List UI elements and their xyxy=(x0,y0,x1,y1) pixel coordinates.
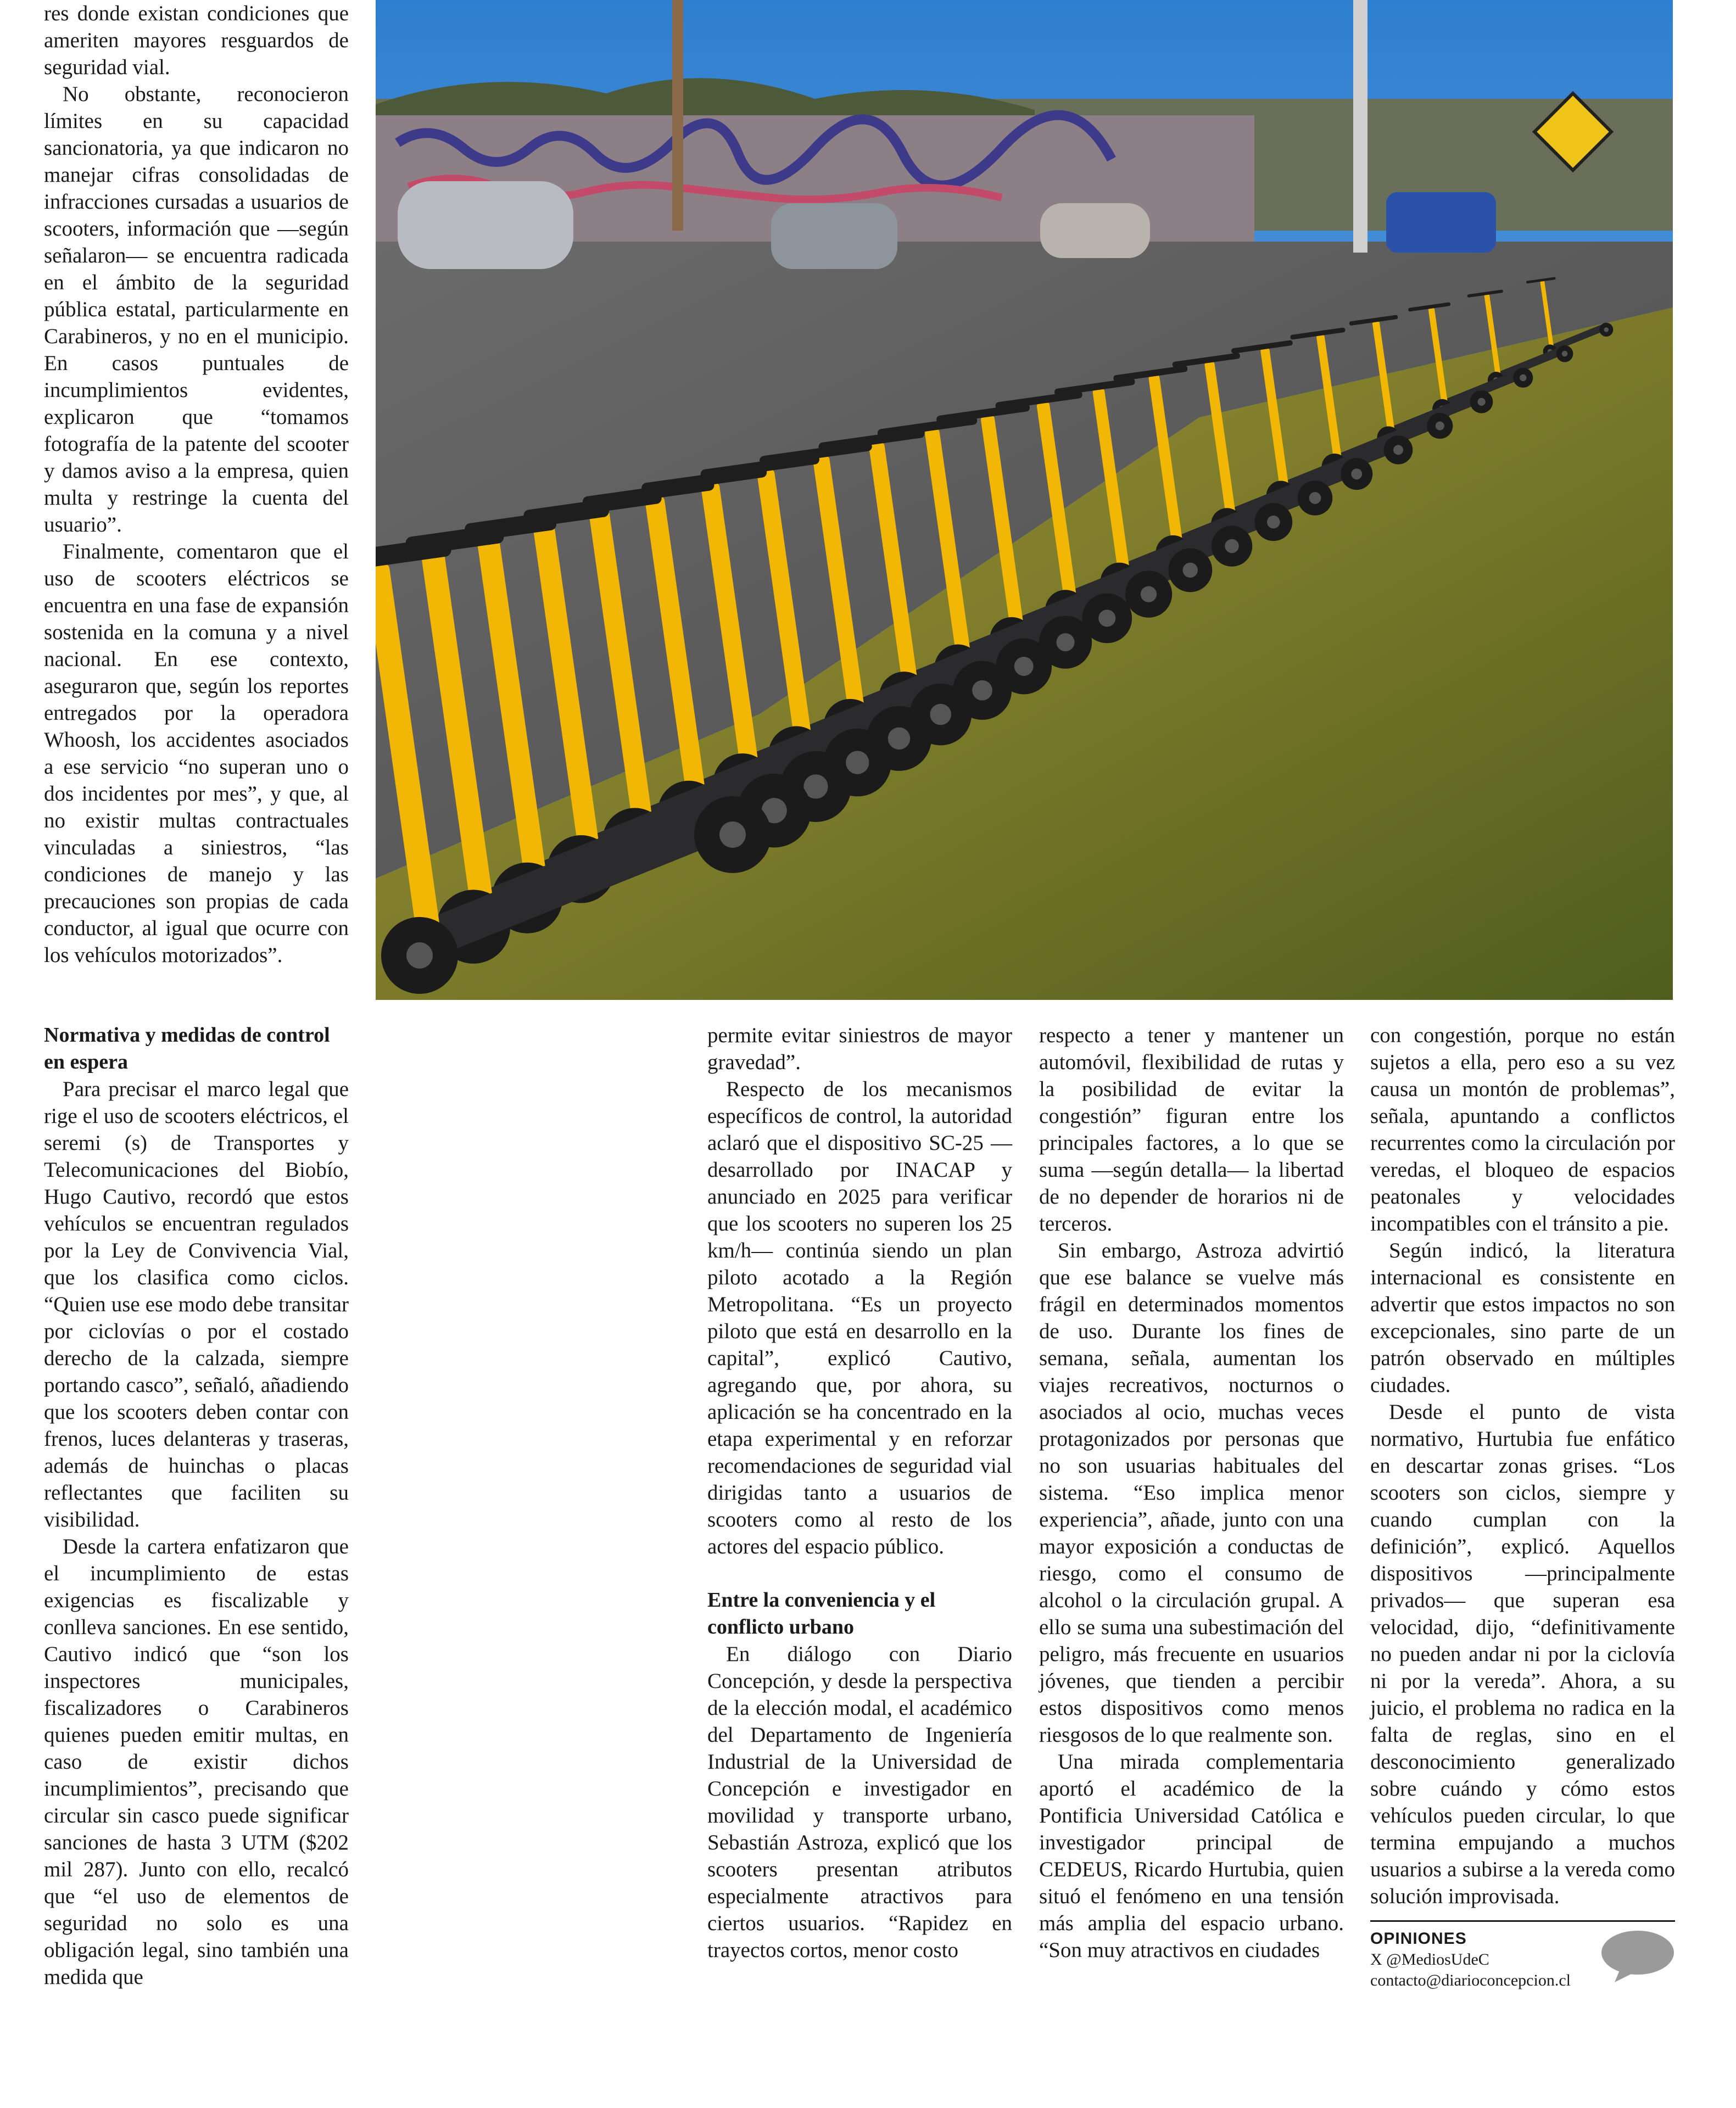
paragraph: Desde la cartera enfatizaron que el incumplimiento de estas exigencias es fiscalizable y conlleva sanciones. En ese sentido, Cautivo indicó que “son los inspectores municipales, fiscalizadores o Carabineros quienes pueden emitir multas, en caso de existir dichos incumplimientos”, precisando que circular sin casco puede significar sanciones de hasta 3 UTM ($202 mil 287). Junto con ello, recalcó que “el uso de elementos de seguridad no solo es una obligación legal, sino también una medida que xyxy=(44,1535,349,1989)
subheading-conveniencia: Entre la conveniencia y el conflicto urbano xyxy=(707,1589,936,1639)
article-column-1-top xyxy=(44,0,349,969)
opiniones-box xyxy=(1370,1920,1675,1991)
paragraph: No obstante, reconocieron límites en su capacidad sancionatoria, ya que indicaron no manejar cifras consolidadas de infracciones cursadas a usuarios de scooters, información que —según señalaron— se encuentra radicada en el ámbito de la seguridad pública estatal, particularmente en Carabineros, y no en el municipio. En casos puntuales de incumplimientos evidentes, explicaron que “tomamos fotografía de la patente del scooter y damos aviso a la empresa, quien multa y restringe la cuenta del usuario”. xyxy=(44,82,349,536)
scooters-photo xyxy=(376,0,1673,1000)
paragraph: Una mirada complementaria aportó el académico de la Pontificia Universidad Católica e investigador principal de CEDEUS, Ricardo Hurtubia, quien situó el fenómeno en una tensión más amplia del espacio urbano. “Son muy atractivos en ciudades xyxy=(1039,1750,1344,1962)
article-column-4 xyxy=(1370,1022,1675,1910)
article-column-3 xyxy=(1039,1022,1344,1964)
paragraph: respecto a tener y mantener un automóvil, flexibilidad de rutas y la posibilidad de evitar la congestión” figuran entre los principales factores, a lo que se suma —según detalla— la libertad de no depender de horarios ni de terceros. xyxy=(1039,1024,1344,1235)
subheading-normativa: Normativa y medidas de control en espera xyxy=(44,1024,330,1073)
paragraph: res donde existan condiciones que ameriten mayores resguardos de seguridad vial. xyxy=(44,2,349,79)
paragraph: Finalmente, comentaron que el uso de scooters eléctricos se encuentra en una fase de expansión sostenida en la comuna y a nivel nacional. En ese contexto, aseguraron que, según los reportes entregados por la operadora Whoosh, los accidentes asociados a ese servicio “no superan uno o dos incidentes por mes”, y que, al no existir multas contractuales vinculadas a siniestros, “las condiciones de manejo y las precauciones son propias de cada conductor, al igual que ocurre con los vehículos motorizados”. xyxy=(44,540,349,967)
speech-bubble-icon xyxy=(1598,1928,1675,1983)
article-column-1-bottom xyxy=(44,1022,349,1990)
paragraph: Según indicó, la literatura internacional es consistente en advertir que estos impactos no son excepcionales, sino parte de un patrón observado en múltiples ciudades. xyxy=(1370,1239,1675,1397)
paragraph: Desde el punto de vista normativo, Hurtubia fue enfático en descartar zonas grises. “Los scooters son ciclos, siempre y cuando cumplan con la definición”, explicó. Aquellos dispositivos —principalmente privados— que superan esa velocidad, dijo, “definitivamente no pueden andar ni por la ciclovía ni por la vereda”. Ahora, a su juicio, el problema no radica en la falta de reglas, sino en el desconocimiento generalizado sobre cuándo y cómo estos vehículos pueden circular, lo que termina empujando a muchos usuarios a subirse a la vereda como solución improvisada. xyxy=(1370,1400,1675,1908)
paragraph: con congestión, porque no están sujetos a ella, pero eso a su vez causa un montón de problemas”, señala, apuntando a conflictos recurrentes como la circulación por veredas, el bloqueo de espacios peatonales y velocidades incompatibles con el tránsito a pie. xyxy=(1370,1024,1675,1235)
opiniones-label: OPINIONES xyxy=(1370,1930,1467,1948)
paragraph: Sin embargo, Astroza advirtió que ese balance se vuelve más frágil en determinados momentos de uso. Durante los fines de semana, señala, aumentan los viajes recreativos, nocturnos o asociados al ocio, muchas veces protagonizados por personas que no son usuarias habituales del sistema. “Eso implica menor experiencia”, añade, junto con una mayor exposición a conductas de riesgo, como el consumo de alcohol o la circulación grupal. A ello se suma una subestimación del peligro, más frecuente en usuarios jóvenes, que tienden a percibir estos dispositivos como menos riesgosos de lo que realmente son. xyxy=(1039,1239,1344,1747)
paragraph: permite evitar siniestros de mayor gravedad”. xyxy=(707,1024,1012,1074)
article-column-2 xyxy=(707,1022,1012,1964)
contact-email[interactable]: contacto@diarioconcepcion.cl xyxy=(1370,1971,1571,1989)
paragraph: Respecto de los mecanismos específicos de control, la autoridad aclaró que el dispositivo SC-25 —desarrollado por INACAP y anunciado en 2025 para verificar que los scooters no superen los 25 km/h— continúa siendo un plan piloto acotado a la Región Metropolitana. “Es un proyecto piloto que está en desarrollo en la capital”, explicó Cautivo, agregando que, por ahora, su aplicación se ha concentrado en la etapa experimental y en reforzar recomendaciones de seguridad vial dirigidas tanto a usuarios de scooters como al resto de los actores del espacio público. xyxy=(707,1077,1012,1558)
paragraph: En diálogo con Diario Concepción, y desde la perspectiva de la elección modal, el académico del Departamento de Ingeniería Industrial de la Universidad de Concepción e investigador en movilidad y transporte urbano, Sebastián Astroza, explicó que los scooters presentan atributos especialmente atractivos para ciertos usuarios. “Rapidez en trayectos cortos, menor costo xyxy=(707,1642,1012,1962)
twitter-handle[interactable]: X @MediosUdeC xyxy=(1370,1950,1489,1969)
paragraph: Para precisar el marco legal que rige el uso de scooters eléctricos, el seremi (s) de Transportes y Telecomunicaciones del Biobío, Hugo Cautivo, recordó que estos vehículos se encuentran regulados por la Ley de Convivencia Vial, que los clasifica como ciclos. “Quien use ese modo debe transitar por ciclovías o por el costado derecho de la calzada, siempre portando casco”, señaló, añadiendo que los scooters deben contar con frenos, luces delanteras y traseras, además de huinchas o placas reflectantes que faciliten su visibilidad. xyxy=(44,1077,349,1531)
